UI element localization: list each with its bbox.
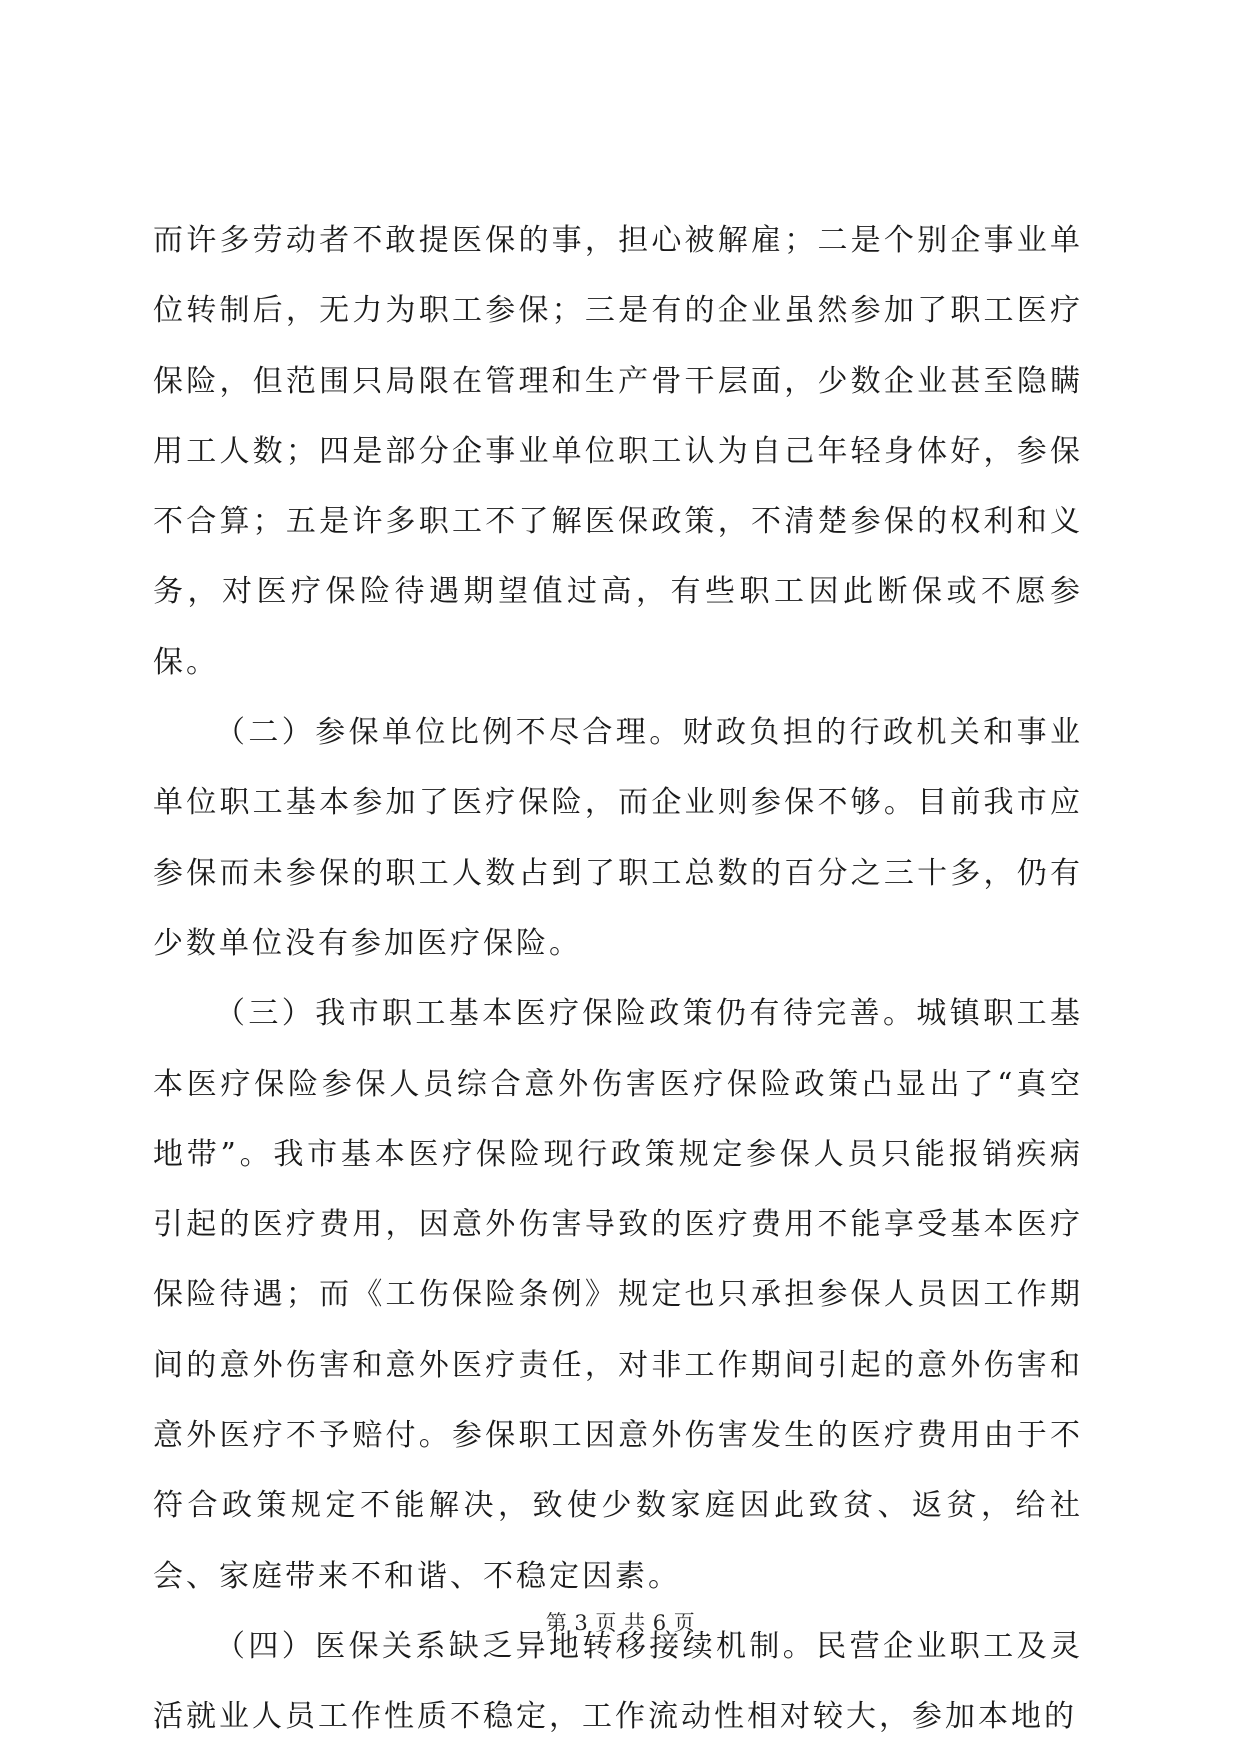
page-number-label: 第 3 页 共 6 页 <box>545 1611 696 1635</box>
paragraph-continuation: 而许多劳动者不敢提医保的事，担心被解雇；二是个别企事业单位转制后，无力为职工参保；三是有的企业虽然参加了职工医疗保险，但范围只局限在管理和生产骨干层面，少数企业甚至隐瞒用工人数；四是部分企事业单位职工认为自己年轻身体好，参保不合算；五是许多职工不了解医保政策，不清楚参保的权利和义务，对医疗保险待遇期望值过高，有些职工因此断保或不愿参保。 <box>153 223 1083 680</box>
paragraph-section-2: （二）参保单位比例不尽合理。财政负担的行政机关和事业单位职工基本参加了医疗保险，而企业则参保不够。目前我市应参保而未参保的职工人数占到了职工总数的百分之三十多，仍有少数单位没有参加医疗保险。 <box>153 715 1083 961</box>
page-footer <box>0 1608 1241 1638</box>
paragraph-section-4: （四）医保关系缺乏异地转移接续机制。民营企业职工及灵活就业人员工作性质不稳定，工作流动性相对较大，参加本地的 <box>153 1628 1083 1735</box>
document-body <box>153 206 1083 1753</box>
paragraph-section-3: （三）我市职工基本医疗保险政策仍有待完善。城镇职工基本医疗保险参保人员综合意外伤害医疗保险政策凸显出了“真空地带”。我市基本医疗保险现行政策规定参保人员只能报销疾病引起的医疗费用，因意外伤害导致的医疗费用不能享受基本医疗保险待遇；而《工伤保险条例》规定也只承担参保人员因工作期间的意外伤害和意外医疗责任，对非工作期间引起的意外伤害和意外医疗不予赔付。参保职工因意外伤害发生的医疗费用由于不符合政策规定不能解决，致使少数家庭因此致贫、返贫，给社会、家庭带来不和谐、不稳定因素。 <box>153 996 1083 1594</box>
